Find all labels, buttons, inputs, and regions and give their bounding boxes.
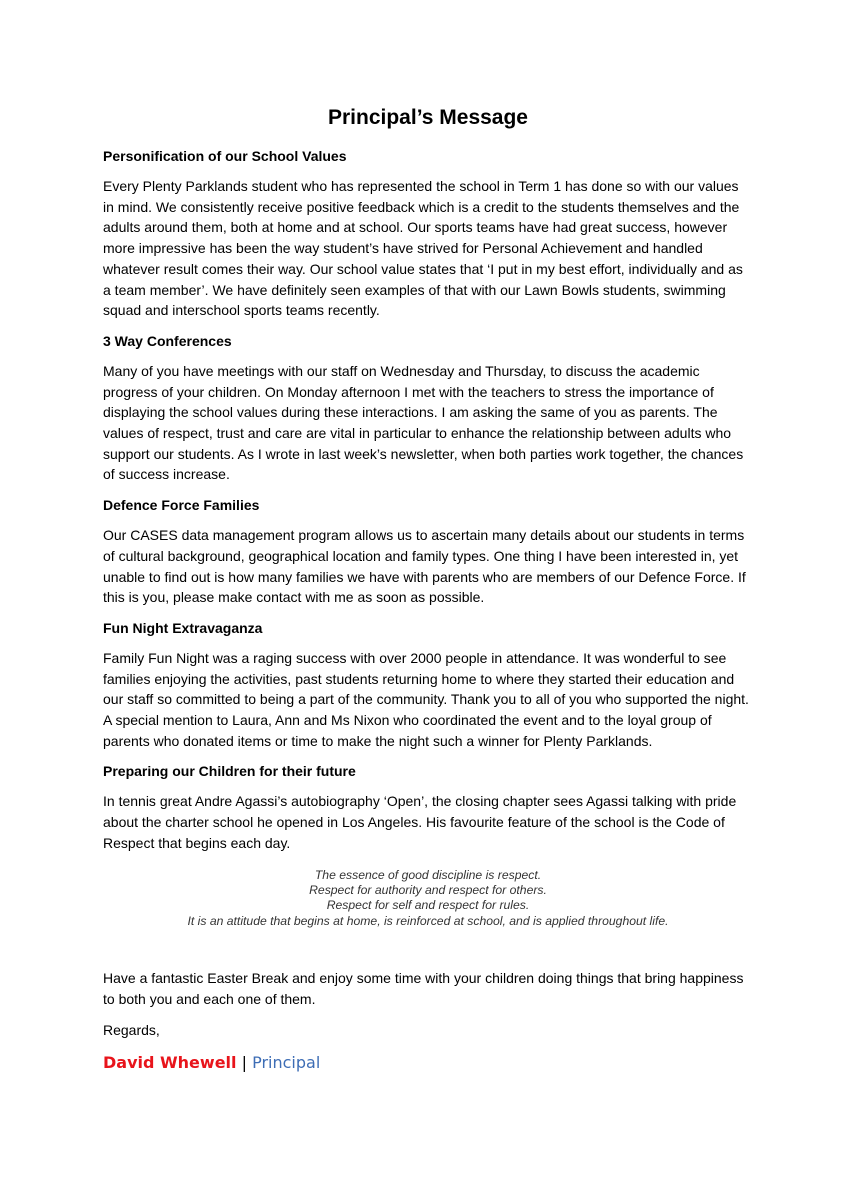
regards-text: Regards, (103, 1021, 160, 1038)
closing-paragraph: Have a fantastic Easter Break and enjoy some time with your children doing things that bring happiness to both you and each one of them. (103, 970, 744, 1007)
section-body: Family Fun Night was a raging success with over 2000 people in attendance. It was wonderful to see families enjoying the activities, past students returning home to where they started their education and our staff so committed to being a part of the community. Thank you to all of you who supported the night. A special mention to Laura, Ann and Ms Nixon who coordinated the event and to the loyal group of parents who donated items or time to make the night such a winner for Plenty Parklands. (103, 649, 749, 749)
section-values (103, 146, 753, 321)
section-conferences (103, 331, 753, 485)
section-fun-night (103, 618, 753, 752)
section-body: Many of you have meetings with our staff on Wednesday and Thursday, to discuss the academic progress of your children. On Monday afternoon I met with the teachers to stress the importance of displaying the school values during these interactions. I am asking the same of you as parents. The values of respect, trust and care are vital in particular to enhance the relationship between adults who support our students. As I wrote in last week’s newsletter, when both parties work together, the chances of success increase. (103, 362, 744, 483)
signature-role: Principal (252, 1053, 321, 1073)
page-title: Principal’s Message (328, 106, 528, 129)
section-body: In tennis great Andre Agassi’s autobiography ‘Open’, the closing chapter sees Agassi talking with pride about the charter school he opened in Los Angeles. His favourite feature of the school is the Code of Respect that begins each day. (103, 793, 737, 851)
section-future (103, 761, 753, 853)
section-heading: Defence Force Families (103, 497, 260, 514)
section-heading: Preparing our Children for their future (103, 763, 356, 780)
section-heading: Personification of our School Values (103, 148, 347, 164)
signature-separator: | (241, 1053, 247, 1073)
quote-line: It is an attitude that begins at home, is reinforced at school, and is applied throughout life. (187, 913, 669, 928)
section-heading: Fun Night Extravaganza (103, 619, 263, 636)
section-defence (103, 495, 753, 608)
quote-line: Respect for authority and respect for others. (309, 882, 547, 897)
section-body: Our CASES data management program allows us to ascertain many details about our students in terms of cultural background, geographical location and family types. One thing I have been interested in, yet unable to find out is how many families we have with parents who are members of our Defence Force. If this is you, please make contact with me as soon as possible. (103, 527, 746, 606)
section-body: Every Plenty Parklands student who has represented the school in Term 1 has done so with our values in mind. We consistently receive positive feedback which is a credit to the students themselves and the adults around them, both at home and at school. Our sports teams have had great success, however more impressive has been the way student’s have strived for Personal Achievement and handled whatever result comes their way. Our school value states that ‘I put in my best effort, individually and as a team member’. We have definitely seen examples of that with our Lawn Bowls students, swimming squad and interschool sports teams recently. (103, 178, 743, 319)
code-of-respect-quote (103, 868, 753, 930)
signature-name: David Whewell (103, 1053, 237, 1073)
signature (103, 1052, 753, 1074)
section-heading: 3 Way Conferences (103, 332, 232, 349)
quote-line: The essence of good discipline is respect. (314, 867, 542, 882)
quote-line: Respect for self and respect for rules. (326, 898, 530, 913)
principal-message-document (103, 104, 753, 1074)
